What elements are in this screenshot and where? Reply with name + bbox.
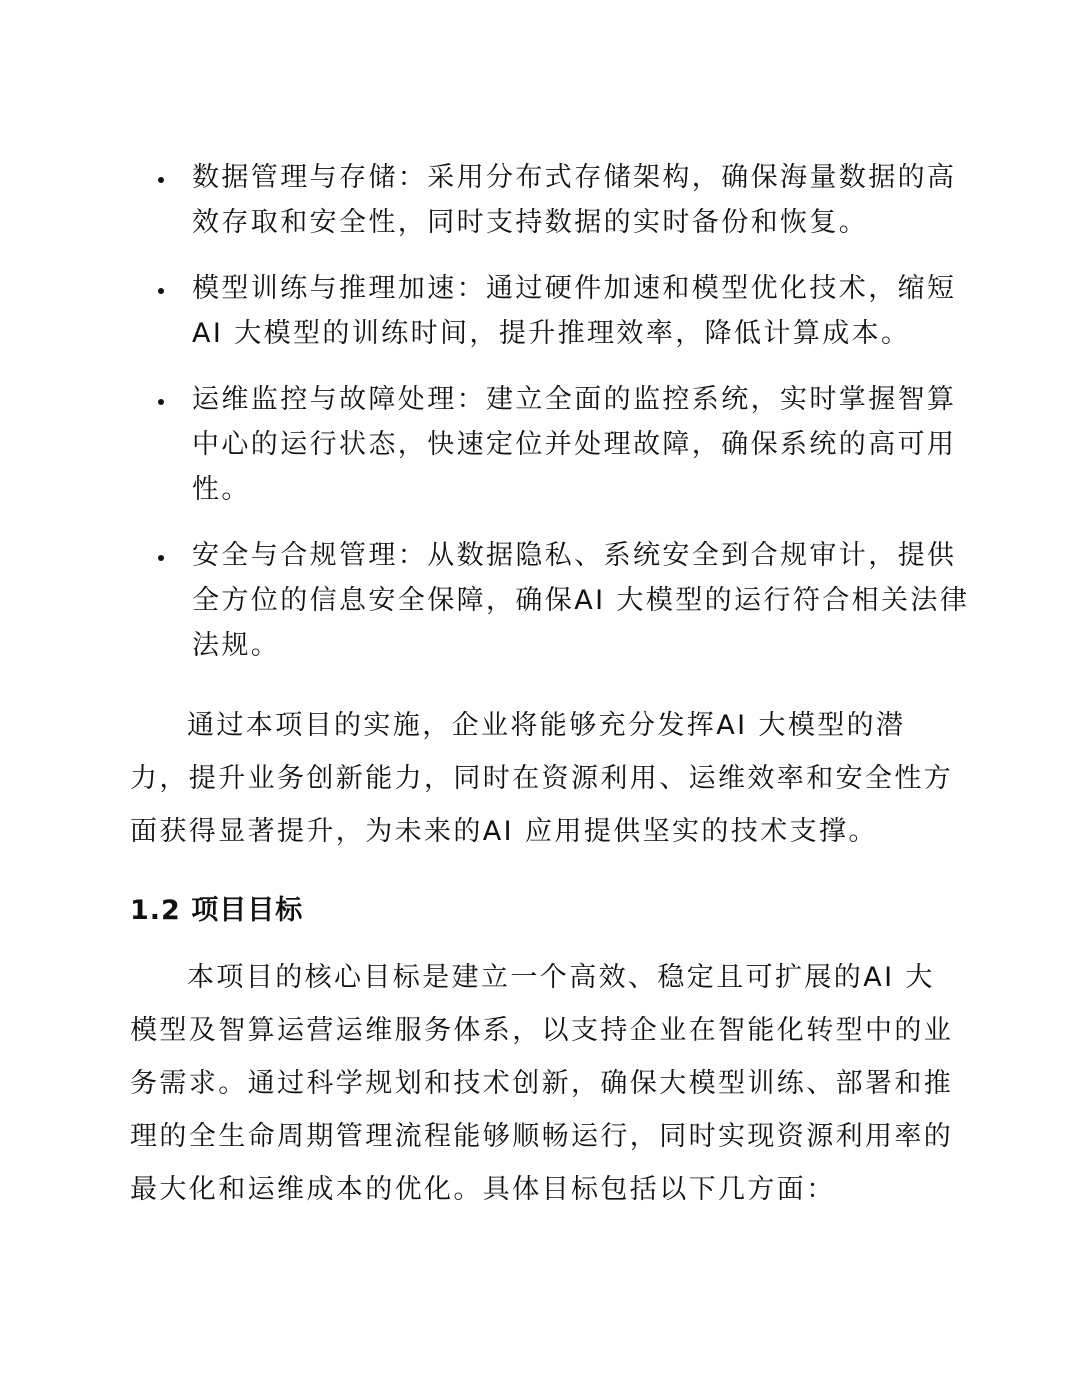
bullet-text: 运维监控与故障处理：建立全面的监控系统，实时掌握智算中心的运行状态，快速定位并处理故障，确保系统的高可用性。 (192, 384, 957, 505)
section-paragraph: 本项目的核心目标是建立一个高效、稳定且可扩展的AI 大模型及智算运营运维服务体系，以支持企业在智能化转型中的业务需求。通过科学规划和技术创新，确保大模型训练、部署和推理的全生命周期管理流程能够顺畅运行，同时实现资源利用率的最大化和运维成本的优化。具体目标包括以下几方面： (130, 962, 954, 1205)
list-item (150, 155, 970, 245)
bullet-dot-icon (158, 555, 164, 561)
bullet-dot-icon (158, 177, 164, 183)
list-item (150, 377, 970, 512)
bullet-text: 数据管理与存储：采用分布式存储架构，确保海量数据的高效存取和安全性，同时支持数据的实时备份和恢复。 (192, 162, 957, 238)
bullet-text: 模型训练与推理加速：通过硬件加速和模型优化技术，缩短AI 大模型的训练时间，提升推理效率，降低计算成本。 (192, 273, 957, 349)
section-heading: 1.2 项目目标 (130, 895, 304, 926)
bullet-text: 安全与合规管理：从数据隐私、系统安全到合规审计，提供全方位的信息安全保障，确保AI 大模型的运行符合相关法律法规。 (192, 540, 970, 661)
feature-bullet-list (150, 155, 970, 689)
summary-paragraph: 通过本项目的实施，企业将能够充分发挥AI 大模型的潜力，提升业务创新能力，同时在资源利用、运维效率和安全性方面获得显著提升，为未来的AI 应用提供坚实的技术支撑。 (130, 710, 954, 847)
list-item (150, 266, 970, 356)
bullet-dot-icon (158, 288, 164, 294)
list-item (150, 533, 970, 668)
bullet-dot-icon (158, 399, 164, 405)
